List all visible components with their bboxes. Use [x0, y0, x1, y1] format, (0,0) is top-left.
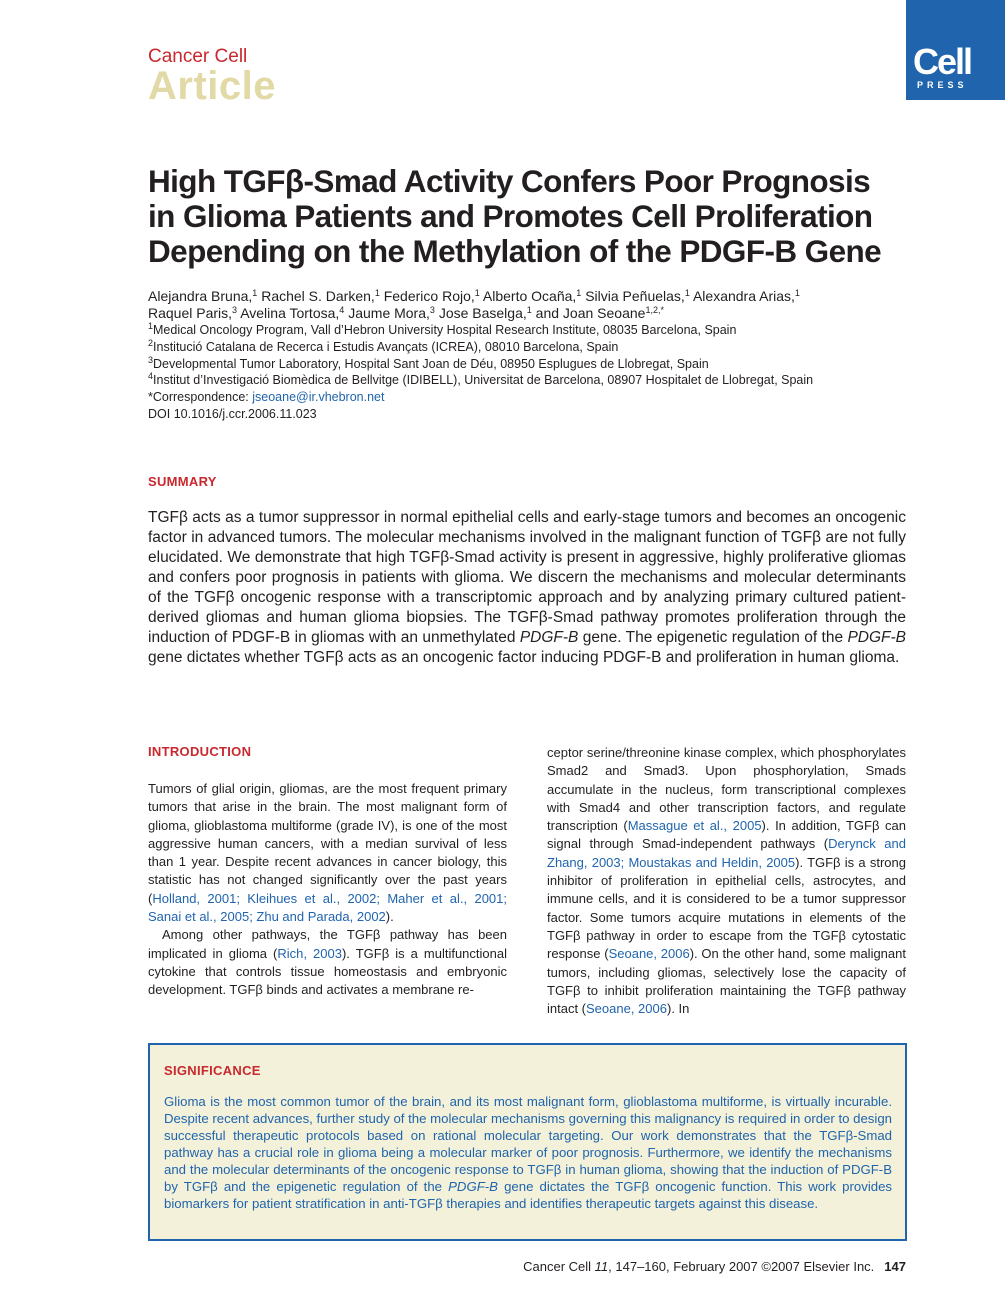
- doi: DOI 10.1016/j.ccr.2006.11.023: [148, 406, 317, 421]
- author-list: [148, 288, 908, 322]
- author-affil: 1: [526, 305, 532, 315]
- introduction-heading: INTRODUCTION: [148, 744, 252, 759]
- author: Rachel S. Darken,: [261, 288, 375, 304]
- author: Jaume Mora,: [348, 305, 430, 321]
- article-title: [148, 164, 908, 269]
- paragraph: ceptor serine/threonine kinase complex, which phosphorylates Smad2 and Smad3. Upon phosphorylation, Smads accumulate in the nucleus, form transcriptional complexes with Smad4 and other transcription factors, and regulate transcription (Massague et al., 2005). In addition, TGFβ can signal through Smad-independent pathways (Derynck and Zhang, 2003; Moustakas and Heldin, 2005). TGFβ is a strong inhibitor of proliferation in epithelial cells, astrocytes, and immune cells, and it is considered to be a tumor suppressor factor. Some tumors acquire mutations in elements of the TGFβ pathway in order to escape from the TGFβ cytostatic response (Seoane, 2006). On the other hand, some malignant tumors, including gliomas, selectively lose the capacity of TGFβ to inhibit proliferation maintaining the TGFβ pathway intact (Seoane, 2006). In: [547, 745, 906, 1017]
- logo-word: Cell: [913, 41, 972, 82]
- author: Silvia Peñuelas,: [585, 288, 685, 304]
- page-number: 147: [884, 1259, 906, 1274]
- citation-link[interactable]: Seoane, 2006: [586, 1001, 667, 1017]
- author: Jose Baselga,: [438, 305, 527, 321]
- page-footer: Cancer Cell 11, 147–160, February 2007 ©2007 Elsevier Inc. 147: [523, 1259, 906, 1274]
- title-line: in Glioma Patients and Promotes Cell Proliferation: [148, 198, 873, 234]
- significance-box: [148, 1043, 907, 1241]
- author-affil: 4: [339, 305, 345, 315]
- significance-text: Glioma is the most common tumor of the brain, and its most malignant form, glioblastoma multiforme, is virtually incurable. Despite recent advances, further study of the molecular mechanisms governing this malignancy is required in order to design successful therapeutic protocols based on rational molecular targeting. Our work demonstrates that the TGFβ-Smad pathway has a crucial role in glioma being a molecular marker of poor prognosis. Furthermore, we identify the mechanisms and the molecular determinants of the oncogenic response to TGFβ in human glioma, showing that the induction of PDGF-B by TGFβ and the epigenetic regulation of the PDGF-B gene dictates the TGFβ oncogenic function. This work provides biomarkers for patient stratification in anti-TGFβ therapies and identifies therapeutic targets against this disease.: [164, 1094, 893, 1211]
- author: Alejandra Bruna,: [148, 288, 253, 304]
- author: Avelina Tortosa,: [240, 305, 340, 321]
- author: Federico Rojo,: [383, 288, 475, 304]
- journal-name: Cancer Cell: [148, 46, 248, 67]
- author-affil: 3: [429, 305, 435, 315]
- citation-link[interactable]: Seoane, 2006: [608, 946, 690, 962]
- title-line: High TGFβ-Smad Activity Confers Poor Prognosis: [148, 163, 871, 199]
- citation-link[interactable]: Rich, 2003: [277, 945, 342, 961]
- citation-link[interactable]: Massague et al., 2005: [627, 818, 762, 834]
- affiliation: $^4$Institut d’Investigació Biomèdica de Bellvitge (IDIBELL), Universitat de Barcelona, 08907 Hospitalet de Llobregat, Spain: [148, 371, 814, 388]
- paragraph: Tumors of glial origin, gliomas, are the most frequent primary tumors that arise in the brain. The most malignant form of glioma, glioblastoma multiforme (grade IV), is one of the most aggressive human cancers, with a median survival of less than 1 year. Despite recent advances in cancer biology, this statistic has not changed significantly over the past years (Holland, 2001; Kleihues et al., 2002; Maher et al., 2001; Sanai et al., 2005; Zhu and Parada, 2002).: [148, 781, 507, 925]
- email-link[interactable]: jseoane@ir.vhebron.net: [252, 390, 385, 405]
- intro-column-right: [547, 744, 906, 1018]
- author-affil: 3: [232, 305, 238, 315]
- author-affil: 1: [474, 288, 480, 298]
- summary-text: TGFβ acts as a tumor suppressor in normal epithelial cells and early-stage tumors and becomes an oncogenic factor in advanced tumors. The molecular mechanisms involved in the malignant function of TGFβ are not fully elucidated. We demonstrate that high TGFβ-Smad activity is present in aggressive, highly proliferative gliomas and confers poor prognosis in patients with glioma. We discern the mechanisms and molecular determinants of the TGFβ oncogenic response with a transcriptomic approach and by analyzing primary cultured patient-derived gliomas and human glioma biopsies. The TGFβ-Smad pathway promotes proliferation through the induction of PDGF-B in gliomas with an unmethylated PDGF-B gene. The epigenetic regulation of the PDGF-B gene dictates whether TGFβ acts as an oncogenic factor inducing PDGF-B and proliferation in human glioma.: [148, 509, 907, 666]
- paragraph: Among other pathways, the TGFβ pathway has been implicated in glioma (Rich, 2003). TGFβ is a multifunctional cytokine that controls tissue homeostasis and embryonic development. TGFβ binds and activates a membrane re-: [148, 927, 507, 998]
- section-label: Article: [148, 64, 276, 108]
- author: Alexandra Arias,: [692, 288, 795, 304]
- affiliation: $^3$Developmental Tumor Laboratory, Hospital Sant Joan de Déu, 08950 Esplugues de Llobregat, Spain: [148, 354, 709, 371]
- affiliation: $^2$Institució Catalana de Recerca i Estudis Avançats (ICREA), 08010 Barcelona, Spain: [148, 337, 619, 354]
- author: Alberto Ocaña,: [482, 288, 577, 304]
- affiliation: $^1$Medical Oncology Program, Vall d’Hebron University Hospital Research Institute, 08035 Barcelona, Spain: [148, 321, 737, 337]
- author: Raquel Paris,: [148, 305, 233, 321]
- summary-heading: SUMMARY: [148, 474, 217, 489]
- author-affil: 1,2,*: [645, 305, 664, 315]
- correspondence: *Correspondence: jseoane@ir.vhebron.net: [148, 390, 385, 405]
- author-affil: 1: [576, 288, 582, 298]
- author-affil: 1: [252, 288, 258, 298]
- cell-press-logo: [906, 0, 1005, 100]
- citation-link[interactable]: Derynck and Zhang, 2003; Moustakas and Heldin, 2005: [547, 836, 906, 870]
- logo-subword: PRESS: [917, 80, 968, 90]
- affiliation-list: [148, 322, 908, 423]
- intro-column-left: [148, 780, 507, 1000]
- author: and Joan Seoane: [535, 305, 646, 321]
- author-affil: 1: [794, 288, 800, 298]
- author-affil: 1: [374, 288, 380, 298]
- author-affil: 1: [684, 288, 690, 298]
- citation-link[interactable]: Holland, 2001; Kleihues et al., 2002; Maher et al., 2001; Sanai et al., 2005; Zhu and Parada, 2002: [148, 890, 507, 925]
- significance-heading: SIGNIFICANCE: [164, 1063, 261, 1078]
- title-line: Depending on the Methylation of the PDGF-B Gene: [148, 233, 882, 269]
